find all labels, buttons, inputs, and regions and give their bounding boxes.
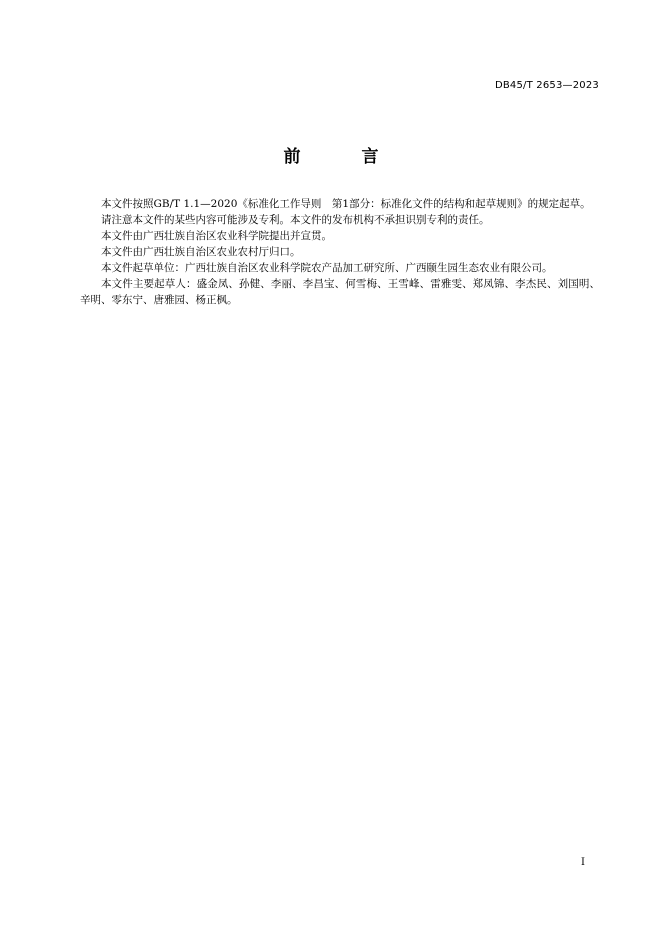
paragraph-drafters: 本文件主要起草人：盛金凤、孙健、李丽、李昌宝、何雪梅、王雪峰、雷雅雯、郑凤锦、李杰民、刘国明、辛明、零东宁、唐雅园、杨正枫。 [80,278,600,306]
document-code: DB45/T 2653—2023 [494,80,599,91]
preface-body [80,196,600,308]
paragraph-drafting-basis: 本文件按照GB/T 1.1—2020《标准化工作导则 第1部分：标准化文件的结构和起草规则》的规定起草。 [101,198,591,210]
paragraph-centralized-unit: 本文件由广西壮族自治区农业农村厅归口。 [101,246,301,258]
page-title: 前 言 [283,147,401,167]
paragraph-drafting-units: 本文件起草单位：广西壮族自治区农业科学院农产品加工研究所、广西颐生园生态农业有限公司。 [101,262,553,274]
page-number: I [581,857,585,868]
paragraph-patent-notice: 请注意本文件的某些内容可能涉及专利。本文件的发布机构不承担识别专利的责任。 [101,214,490,226]
paragraph-proposer: 本文件由广西壮族自治区农业科学院提出并宣贯。 [101,230,332,242]
